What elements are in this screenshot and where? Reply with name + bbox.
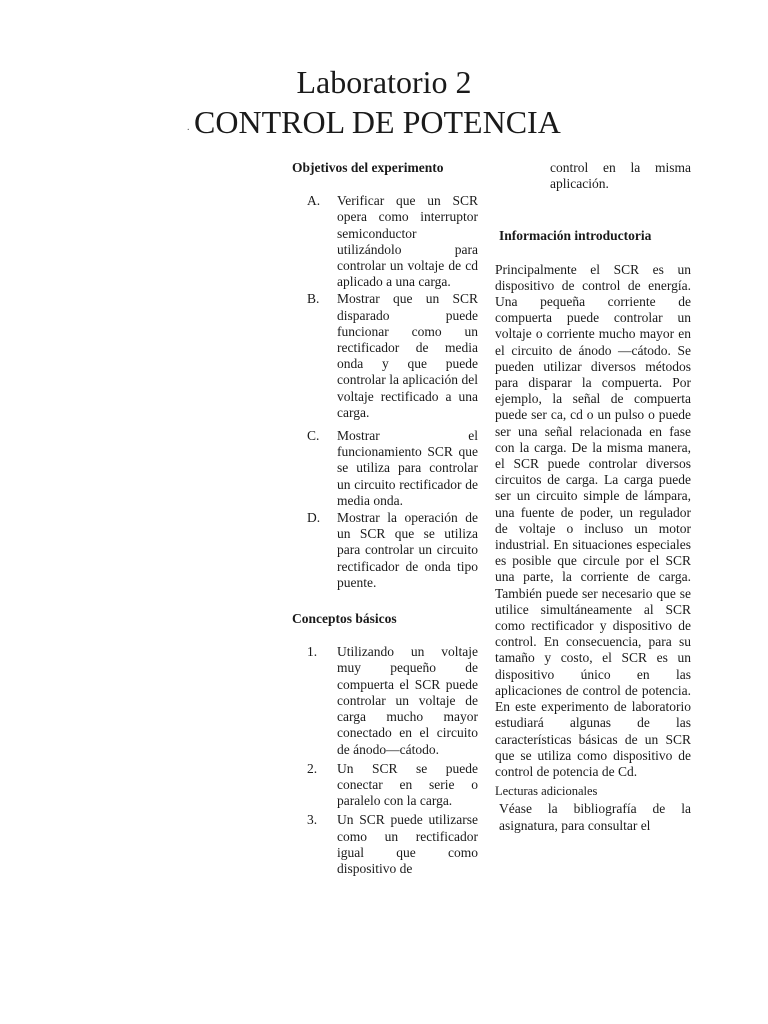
objective-item-c <box>292 428 478 509</box>
additional-readings-text: Véase la bibliografía de la asignatura, para consultar el <box>499 801 691 833</box>
objective-item-b <box>292 291 478 421</box>
concepts-heading: Conceptos básicos <box>292 611 397 627</box>
document-subtitle: CONTROL DE POTENCIA <box>194 104 561 140</box>
concept-item-3 <box>292 812 478 877</box>
intro-paragraph: Principalmente el SCR es un dispositivo de control de energía. Una pequeña corriente de compuerta puede controlar un voltaje o corriente mucho mayor en el circuito de ánodo —cátodo. Se pueden utilizar diversos métodos para disparar la compuerta. Por ejemplo, la señal de compuerta puede ser ca, cd o un pulso o puede ser una señal relacionada en fase con la carga. De la misma manera, el SCR puede controlar diversos circuitos de carga. La carga puede ser un circuito simple de lámpara, una fuente de poder, un regulador de voltaje o incluso un motor industrial. En situaciones especiales es posible que circule por el SCR una parte, la corriente de carga. También puede ser necesario que se utilice simultáneamente al SCR como rectificador y dispositivo de control. En consecuencia, para su tamaño y costo, el SCR es un dispositivo único en las aplicaciones de control de potencia. En este experimento de laboratorio estudiará algunas de las características básicas de un SCR que se utiliza como dispositivo de control de potencia de Cd. <box>495 261 691 779</box>
objective-text: Verificar que un SCR opera como interruptor semiconductor utilizándolo para controlar un voltaje de cd aplicado a una carga. <box>337 193 478 290</box>
objective-continuation: control en la misma aplicación. <box>550 160 691 192</box>
concept-text: Un SCR puede utilizarse como un rectificador igual que como dispositivo de <box>337 812 478 876</box>
left-column <box>292 160 478 877</box>
concept-text: Utilizando un voltaje muy pequeño de compuerta el SCR puede controlar un voltaje de carga mucho mayor conectado en el circuito de ánodo—cátodo. <box>337 644 478 757</box>
objective-text: Mostrar la operación de un SCR que se utiliza para controlar un circuito rectificador de onda tipo puente. <box>337 510 478 590</box>
stray-mark: . <box>187 122 190 133</box>
objective-text: Mostrar el funcionamiento SCR que se utiliza para controlar un circuito rectificador de media onda. <box>337 428 478 508</box>
objective-marker: C. <box>307 428 320 444</box>
concept-marker: 1. <box>307 644 318 660</box>
right-column <box>495 160 691 834</box>
objective-marker: A. <box>307 193 321 209</box>
objective-item-a <box>292 193 478 290</box>
concept-text: Un SCR se puede conectar en serie o paralelo con la carga. <box>337 760 478 809</box>
concept-marker: 3. <box>307 812 318 828</box>
intro-heading: Información introductoria <box>499 228 652 244</box>
objective-item-d <box>292 510 478 591</box>
concept-marker: 2. <box>307 760 318 776</box>
document-title: Laboratorio 2 <box>296 64 472 100</box>
objectives-heading: Objetivos del experimento <box>292 160 444 175</box>
objective-marker: D. <box>307 510 321 526</box>
concepts-list <box>292 644 478 877</box>
additional-readings-heading: Lecturas adicionales <box>495 784 598 799</box>
objective-text: Mostrar que un SCR disparado puede funcionar como un rectificador de media onda y que puede controlar la aplicación del voltaje rectificado a una carga. <box>337 291 478 420</box>
objective-marker: B. <box>307 291 320 307</box>
concept-item-1 <box>292 644 478 757</box>
concept-item-2 <box>292 761 478 810</box>
objectives-list <box>292 193 478 591</box>
